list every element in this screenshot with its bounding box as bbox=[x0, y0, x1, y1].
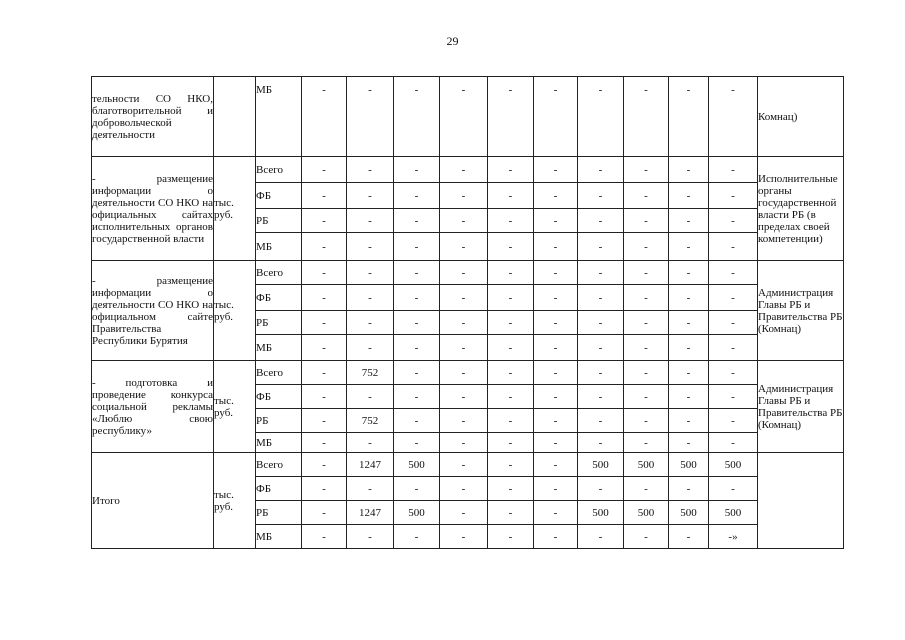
value-cell: - bbox=[440, 285, 488, 311]
value-cell: - bbox=[578, 233, 624, 261]
value-cell: - bbox=[394, 183, 440, 209]
value-cell: - bbox=[534, 335, 578, 361]
value-cell: - bbox=[347, 525, 394, 549]
value-cell: - bbox=[488, 477, 534, 501]
value-cell: - bbox=[394, 525, 440, 549]
value-cell: - bbox=[578, 361, 624, 385]
funding-source: РБ bbox=[256, 209, 302, 233]
value-cell: - bbox=[534, 385, 578, 409]
value-cell: 500 bbox=[624, 453, 669, 477]
value-cell: - bbox=[394, 209, 440, 233]
value-cell: - bbox=[347, 77, 394, 157]
value-cell: - bbox=[669, 361, 709, 385]
activity-description: - размещение информации о деятельности СО НКО на официальном сайте Правительства Республики Бурятия bbox=[92, 261, 214, 361]
value-cell: - bbox=[624, 433, 669, 453]
value-cell: - bbox=[440, 77, 488, 157]
value-cell: - bbox=[347, 335, 394, 361]
value-cell: - bbox=[302, 311, 347, 335]
value-cell: - bbox=[347, 183, 394, 209]
value-cell: - bbox=[534, 157, 578, 183]
value-cell: - bbox=[488, 77, 534, 157]
value-cell: - bbox=[578, 335, 624, 361]
value-cell: - bbox=[488, 433, 534, 453]
value-cell: - bbox=[578, 477, 624, 501]
value-cell: - bbox=[534, 209, 578, 233]
value-cell: - bbox=[534, 77, 578, 157]
value-cell: - bbox=[534, 183, 578, 209]
funding-source: МБ bbox=[256, 525, 302, 549]
value-cell: - bbox=[394, 157, 440, 183]
value-cell: - bbox=[394, 385, 440, 409]
value-cell: - bbox=[669, 285, 709, 311]
value-cell: - bbox=[709, 261, 758, 285]
value-cell: - bbox=[578, 311, 624, 335]
unit-cell: тыс. руб. bbox=[214, 157, 256, 261]
value-cell: - bbox=[624, 361, 669, 385]
value-cell: - bbox=[578, 209, 624, 233]
value-cell: - bbox=[669, 409, 709, 433]
value-cell: - bbox=[488, 157, 534, 183]
value-cell: - bbox=[578, 157, 624, 183]
value-cell: - bbox=[709, 361, 758, 385]
value-cell: - bbox=[347, 311, 394, 335]
value-cell: - bbox=[669, 157, 709, 183]
value-cell: - bbox=[440, 433, 488, 453]
funding-source: РБ bbox=[256, 311, 302, 335]
value-cell: - bbox=[394, 77, 440, 157]
value-cell: - bbox=[709, 285, 758, 311]
value-cell: - bbox=[302, 453, 347, 477]
value-cell: - bbox=[709, 311, 758, 335]
page-number: 29 bbox=[446, 34, 459, 48]
value-cell: - bbox=[347, 233, 394, 261]
value-cell: - bbox=[440, 233, 488, 261]
unit-cell bbox=[214, 77, 256, 157]
value-cell: - bbox=[488, 525, 534, 549]
value-cell: - bbox=[347, 433, 394, 453]
value-cell: - bbox=[488, 335, 534, 361]
value-cell: - bbox=[709, 209, 758, 233]
value-cell: - bbox=[624, 183, 669, 209]
table-row bbox=[92, 261, 844, 285]
value-cell: 500 bbox=[578, 453, 624, 477]
funding-source: Всего bbox=[256, 157, 302, 183]
value-cell: - bbox=[394, 477, 440, 501]
value-cell: - bbox=[394, 285, 440, 311]
value-cell: - bbox=[302, 501, 347, 525]
funding-source: Всего bbox=[256, 261, 302, 285]
table-row bbox=[92, 453, 844, 477]
value-cell: - bbox=[709, 409, 758, 433]
value-cell: 500 bbox=[709, 453, 758, 477]
value-cell: 1247 bbox=[347, 501, 394, 525]
value-cell: - bbox=[669, 335, 709, 361]
value-cell: - bbox=[534, 233, 578, 261]
responsible-executor: Администрация Главы РБ и Правительства РБ (Комнац) bbox=[758, 261, 844, 361]
value-cell: - bbox=[669, 183, 709, 209]
value-cell: - bbox=[488, 361, 534, 385]
value-cell: - bbox=[669, 385, 709, 409]
activity-description: - подготовка и проведение конкурса социальной рекламы «Люблю свою республику» bbox=[92, 361, 214, 453]
value-cell: 500 bbox=[669, 501, 709, 525]
value-cell: - bbox=[440, 183, 488, 209]
value-cell: - bbox=[394, 409, 440, 433]
value-cell: - bbox=[624, 77, 669, 157]
value-cell: - bbox=[394, 233, 440, 261]
value-cell: - bbox=[534, 261, 578, 285]
responsible-executor bbox=[758, 453, 844, 549]
value-cell: 500 bbox=[394, 501, 440, 525]
value-cell: - bbox=[302, 77, 347, 157]
value-cell: - bbox=[440, 361, 488, 385]
value-cell: - bbox=[488, 285, 534, 311]
value-cell: - bbox=[302, 385, 347, 409]
funding-source: МБ bbox=[256, 335, 302, 361]
value-cell: - bbox=[302, 261, 347, 285]
funding-source: ФБ bbox=[256, 477, 302, 501]
value-cell: - bbox=[578, 433, 624, 453]
funding-source: ФБ bbox=[256, 183, 302, 209]
value-cell: - bbox=[578, 261, 624, 285]
value-cell: - bbox=[669, 233, 709, 261]
value-cell: - bbox=[709, 233, 758, 261]
value-cell: - bbox=[488, 261, 534, 285]
value-cell: - bbox=[578, 385, 624, 409]
activity-description: тельности СО НКО, благотворительной и добровольческой деятельности bbox=[92, 77, 214, 157]
budget-table bbox=[91, 76, 844, 549]
value-cell: - bbox=[394, 311, 440, 335]
value-cell: - bbox=[534, 477, 578, 501]
value-cell: - bbox=[534, 501, 578, 525]
value-cell: - bbox=[347, 209, 394, 233]
value-cell: - bbox=[488, 233, 534, 261]
value-cell: - bbox=[302, 361, 347, 385]
responsible-executor: Комнац) bbox=[758, 77, 844, 157]
value-cell: - bbox=[488, 209, 534, 233]
value-cell: - bbox=[624, 261, 669, 285]
value-cell: - bbox=[347, 157, 394, 183]
value-cell: - bbox=[624, 285, 669, 311]
value-cell: - bbox=[394, 335, 440, 361]
value-cell: -» bbox=[709, 525, 758, 549]
value-cell: - bbox=[302, 183, 347, 209]
responsible-executor: Исполнительные органы государственной власти РБ (в пределах своей компетенции) bbox=[758, 157, 844, 261]
value-cell: - bbox=[534, 311, 578, 335]
value-cell: - bbox=[394, 361, 440, 385]
value-cell: - bbox=[709, 477, 758, 501]
value-cell: - bbox=[440, 525, 488, 549]
value-cell: - bbox=[440, 385, 488, 409]
funding-source: Всего bbox=[256, 453, 302, 477]
funding-source: ФБ bbox=[256, 285, 302, 311]
funding-source: Всего bbox=[256, 361, 302, 385]
activity-description: - размещение информации о деятельности СО НКО на официальных сайтах исполнительных органов государственной власти bbox=[92, 157, 214, 261]
value-cell: - bbox=[534, 453, 578, 477]
value-cell: - bbox=[578, 285, 624, 311]
value-cell: 500 bbox=[669, 453, 709, 477]
value-cell: - bbox=[624, 311, 669, 335]
value-cell: - bbox=[669, 311, 709, 335]
value-cell: - bbox=[488, 183, 534, 209]
value-cell: - bbox=[669, 209, 709, 233]
value-cell: - bbox=[534, 285, 578, 311]
value-cell: - bbox=[709, 433, 758, 453]
value-cell: - bbox=[440, 409, 488, 433]
value-cell: - bbox=[347, 261, 394, 285]
unit-cell: тыс. руб. bbox=[214, 261, 256, 361]
funding-source: РБ bbox=[256, 409, 302, 433]
value-cell: 500 bbox=[624, 501, 669, 525]
value-cell: - bbox=[440, 157, 488, 183]
value-cell: - bbox=[394, 261, 440, 285]
value-cell: - bbox=[709, 385, 758, 409]
value-cell: - bbox=[669, 525, 709, 549]
value-cell: - bbox=[534, 525, 578, 549]
value-cell: 500 bbox=[709, 501, 758, 525]
value-cell: - bbox=[709, 77, 758, 157]
value-cell: - bbox=[302, 233, 347, 261]
value-cell: - bbox=[347, 285, 394, 311]
value-cell: - bbox=[488, 453, 534, 477]
value-cell: - bbox=[624, 525, 669, 549]
unit-cell: тыс. руб. bbox=[214, 361, 256, 453]
value-cell: - bbox=[302, 525, 347, 549]
value-cell: - bbox=[624, 477, 669, 501]
value-cell: - bbox=[709, 335, 758, 361]
value-cell: - bbox=[488, 501, 534, 525]
value-cell: - bbox=[578, 409, 624, 433]
value-cell: 500 bbox=[578, 501, 624, 525]
value-cell: 1247 bbox=[347, 453, 394, 477]
value-cell: - bbox=[302, 335, 347, 361]
funding-source: РБ bbox=[256, 501, 302, 525]
value-cell: - bbox=[302, 285, 347, 311]
value-cell: - bbox=[302, 157, 347, 183]
value-cell: - bbox=[709, 157, 758, 183]
value-cell: - bbox=[440, 477, 488, 501]
table-row bbox=[92, 77, 844, 157]
value-cell: - bbox=[440, 453, 488, 477]
value-cell: - bbox=[669, 77, 709, 157]
value-cell: - bbox=[624, 335, 669, 361]
value-cell: - bbox=[624, 209, 669, 233]
value-cell: - bbox=[488, 385, 534, 409]
funding-source: МБ bbox=[256, 433, 302, 453]
table-row bbox=[92, 361, 844, 385]
value-cell: - bbox=[624, 233, 669, 261]
value-cell: - bbox=[624, 157, 669, 183]
table-row bbox=[92, 157, 844, 183]
value-cell: - bbox=[347, 477, 394, 501]
value-cell: - bbox=[578, 183, 624, 209]
value-cell: - bbox=[440, 501, 488, 525]
value-cell: 500 bbox=[394, 453, 440, 477]
unit-cell: тыс. руб. bbox=[214, 453, 256, 549]
value-cell: - bbox=[440, 261, 488, 285]
value-cell: - bbox=[440, 335, 488, 361]
value-cell: - bbox=[534, 409, 578, 433]
funding-source: МБ bbox=[256, 233, 302, 261]
value-cell: 752 bbox=[347, 361, 394, 385]
funding-source: ФБ bbox=[256, 385, 302, 409]
value-cell: - bbox=[578, 77, 624, 157]
responsible-executor: Администрация Главы РБ и Правительства РБ (Комнац) bbox=[758, 361, 844, 453]
value-cell: - bbox=[302, 433, 347, 453]
value-cell: - bbox=[534, 433, 578, 453]
value-cell: - bbox=[624, 385, 669, 409]
value-cell: - bbox=[394, 433, 440, 453]
value-cell: - bbox=[302, 409, 347, 433]
value-cell: - bbox=[669, 433, 709, 453]
value-cell: - bbox=[347, 385, 394, 409]
value-cell: 752 bbox=[347, 409, 394, 433]
value-cell: - bbox=[669, 477, 709, 501]
value-cell: - bbox=[488, 409, 534, 433]
value-cell: - bbox=[302, 477, 347, 501]
value-cell: - bbox=[302, 209, 347, 233]
value-cell: - bbox=[578, 525, 624, 549]
activity-description: Итого bbox=[92, 453, 214, 549]
value-cell: - bbox=[440, 209, 488, 233]
value-cell: - bbox=[624, 409, 669, 433]
value-cell: - bbox=[669, 261, 709, 285]
value-cell: - bbox=[709, 183, 758, 209]
value-cell: - bbox=[534, 361, 578, 385]
value-cell: - bbox=[488, 311, 534, 335]
funding-source: МБ bbox=[256, 77, 302, 157]
value-cell: - bbox=[440, 311, 488, 335]
